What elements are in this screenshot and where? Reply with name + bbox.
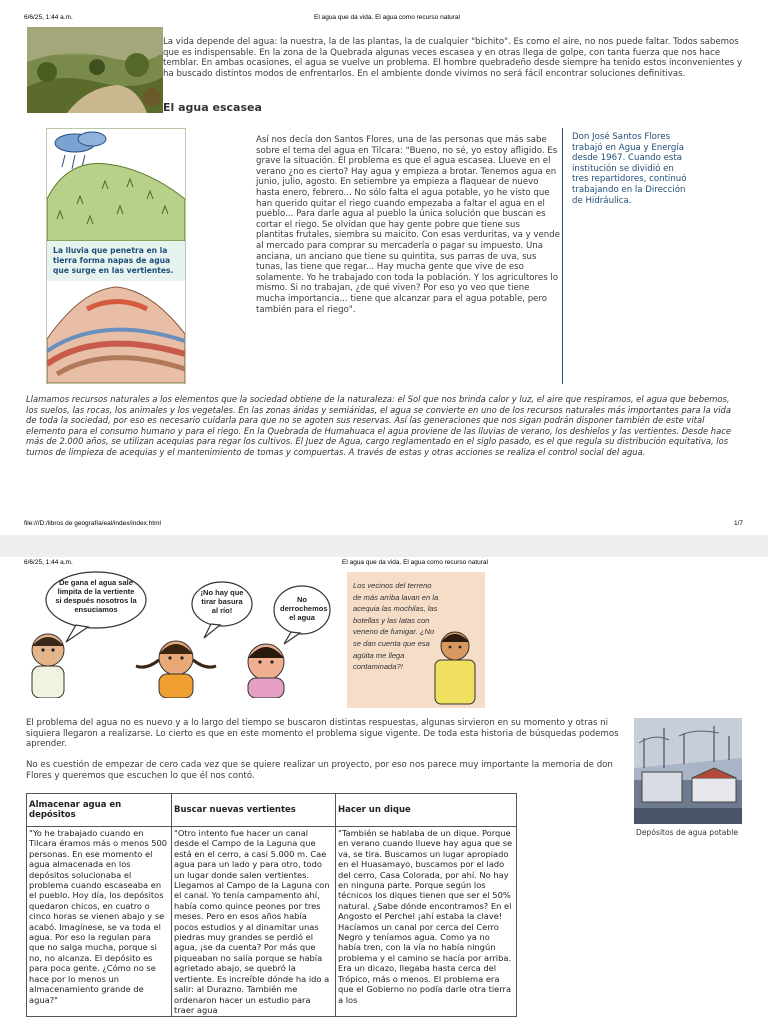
- page2-header-date: 6/6/25, 1:44 a.m.: [24, 559, 73, 566]
- bubble-text-1: De gana el agua sale limpita de la vertiente si después nosotros la ensuciamos: [55, 578, 137, 614]
- history-paragraph: El problema del agua no es nuevo y a lo largo del tiempo se buscaron distintas respuestas, algunas sirvieron en su momento y otras ni siquiera llegaron a realizarse. Lo cierto es que en este momento el problema sigue vigente. De toda esta historia de búsquedas podemos aprender.: [26, 718, 619, 750]
- photo-caption: Depósitos de agua potable: [636, 828, 739, 837]
- comic-neighbor-text: Los vecinos del terreno de más arriba lavan en la acequia las mochilas, las botellas y las latas con veneno de fumigar. ¿No se dan cuenta que esa agüita me llega contaminada?!: [353, 581, 439, 672]
- bubble-text-3: No derrochemos el agua: [280, 595, 328, 622]
- table-cell: "También se hablaba de un dique. Porque en verano cuando llueve hay agua que se va, se tira. Buscamos un lugar apropiado en el Huasamayo, buscamos por el lado del cerro, Casa Colorada, por ahí. No hay en ninguna parte. Porque según los técnicos los diques tienen que ser el 50% natural. ¿Sabe dónde encontramos? En el Angosto el Perchel ¡ahí estaba la clave! Hacíamos un canal por cerca del Cerro Negro y teníamos agua. Como ya no había tren, con la vía no había ningún problema y el camino se hacía por arriba. Era un dicazo, llegaba hasta cerca del Trópico, más o menos. El problema era que el Gobierno no podía darle otra tierra a los: [336, 827, 517, 1017]
- page-break: [0, 535, 768, 557]
- page2-header-title: El agua que da vida. El agua como recurso natural: [342, 559, 488, 566]
- solutions-table: [26, 793, 517, 1017]
- section-title: El agua escasea: [163, 101, 262, 114]
- sidebar-divider: [562, 128, 563, 384]
- water-cycle-illustration: [46, 128, 186, 384]
- table-header-cell: Almacenar agua en depósitos: [27, 794, 172, 827]
- illustration-caption: La lluvia que penetra en la tierra forma napas de agua que surge en las vertientes.: [53, 246, 174, 275]
- page-footer-number: 1/7: [734, 520, 744, 527]
- intro-paragraph: La vida depende del agua: la nuestra, la de las plantas, la de cualquier "bichito". Es como el aire, no nos puede faltar. Todos sabemos que es indispensable. En la zona de la Quebrada algunas veces escasea y en otras llega de golpe, con tanta fuerza que nos hace temblar. En ambas ocasiones, el agua se vuelve un problema. El hombre quebradeño desde siempre ha tenido estos inconvenientes y ha buscado distintos modos de enfrentarlos. En el ambiente donde vivimos no será fácil encontrar soluciones definitivas.: [163, 37, 743, 79]
- resources-paragraph: Llamamos recursos naturales a los elementos que la sociedad obtiene de la naturaleza: el Sol que nos brinda calor y luz, el aire que respiramos, el agua que bebemos, los suelos, las rocas, los animales y los vegetales. En las zonas áridas y semiáridas, el agua se convierte en uno de los recursos naturales más importantes para la vida de toda la sociedad, por eso es necesario cuidarla para que no se agoten sus reservas. Así las generaciones que nos sigan podrán disponer también de este vital elemento para el consumo humano y para el riego. En la Quebrada de Humahuaca el agua proviene de las lluvias de verano, los deshielos y las vertientes. Desde hace más de 2.000 años, se utilizan acequias para regar los cultivos. El Juez de Agua, cargo reglamentado en el siglo pasado, es el que regula su distribución equitativa, los turnos de limpieza de acequias y el mantenimiento de tomas y compuertas. A través de estas y otras acciones se realiza el control social del agua.: [26, 394, 731, 457]
- comic-children-illustration: [26, 570, 346, 698]
- table-cell: "Otro intento fue hacer un canal desde el Campo de la Laguna que está en el cerro, a casi 5.000 m. Cae agua para un lado y para otro, todo un lugar donde salen vertientes. Llegamos al Campo de la Laguna con el canal. Yo tenía campamento ahí, había como quince peones por tres meses. Pero en esos años había pocos estudios y al dinamitar unas piedras muy grandes se perdió el agua, ¡se da cuenta? Por más que piqueaban no salía porque se había agrietado abajo, se quebró la vertiente. Es increíble dónde ha ido a salir: al Durazno. También me ordenaron hacer un estudio para traer agua: [172, 827, 336, 1017]
- table-header-cell: Hacer un dique: [336, 794, 517, 827]
- memory-paragraph: No es cuestión de empezar de cero cada vez que se quiere realizar un proyecto, por eso nos parece muy importante la memoria de don Flores y queremos que escuchen lo que él nos contó.: [26, 760, 613, 781]
- comic-neighbor-panel: [347, 572, 485, 708]
- page-header-title: El agua que da vida. El agua como recurso natural: [314, 14, 460, 21]
- quote-paragraph: Así nos decía don Santos Flores, una de las personas que más sabe sobre el tema del agua en Tilcara: "Bueno, no sé, yo estoy afligido. Es grave la situación. El problema es que el agua escasea. Llueve en el verano ¿no es cierto? Hay agua y empieza a brotar. Tenemos agua en junio, julio, agosto. En setiembre ya empieza a flaquear de nuevo hasta enero, febrero... No sólo falta el agua potable, yo he visto que han querido quitar el riego cuando empezaba a faltar el agua en el pueblo... Para darle agua al pueblo la única solución que buscan es cortar el riego. Se olvidan que hay gente pobre que tiene sus plantitas frutales, siembra su maicito. Con esas verduritas, va y vende al mercado para comprar su mercadería o pagar su impuesto. Una anciana, un anciano que tiene su quintita, sus parras de uva, sus tunas, las tiene que regar... Hay mucha gente que vive de eso solamente. Yo he trabajado con toda la población. Y los agricultores lo mismo. Si no trabajan, ¿de qué viven? Por eso yo veo que tiene mucha importancia... tiene que alcanzar para el agua potable, pero también para el riego".: [256, 135, 560, 315]
- sidebar-note: Don José Santos Flores trabajó en Agua y Energía desde 1967. Cuando esta institución se dividió en tres repartidores, continuó trabajando en la Dirección de Hidráulica.: [572, 132, 687, 206]
- page-footer-path: file:///D:/libros de geografía/eal/index/index.html: [24, 520, 161, 527]
- landscape-photo: [27, 27, 163, 113]
- bubble-text-2: ¡No hay que tirar basura al río!: [200, 588, 244, 615]
- table-header-cell: Buscar nuevas vertientes: [172, 794, 336, 827]
- water-tanks-photo: [634, 718, 742, 824]
- table-cell: "Yo he trabajado cuando en Tilcara éramos más o menos 500 personas. En ese momento el agua almacenada en los depósitos solucionaba el problema cuando escaseaba en el pueblo. Hoy día, los depósitos quedaron chicos, en cuatro o cinco horas se vienen abajo y se acabó. Imagínese, se va toda el agua. Por eso la regulan para que no salga mucha, porque si no, no alcanza. El depósito es para poca gente. ¿Cómo no se hace por lo menos un almacenamiento grande de agua?": [27, 827, 172, 1017]
- page-header-date: 6/6/25, 1:44 a.m.: [24, 14, 73, 21]
